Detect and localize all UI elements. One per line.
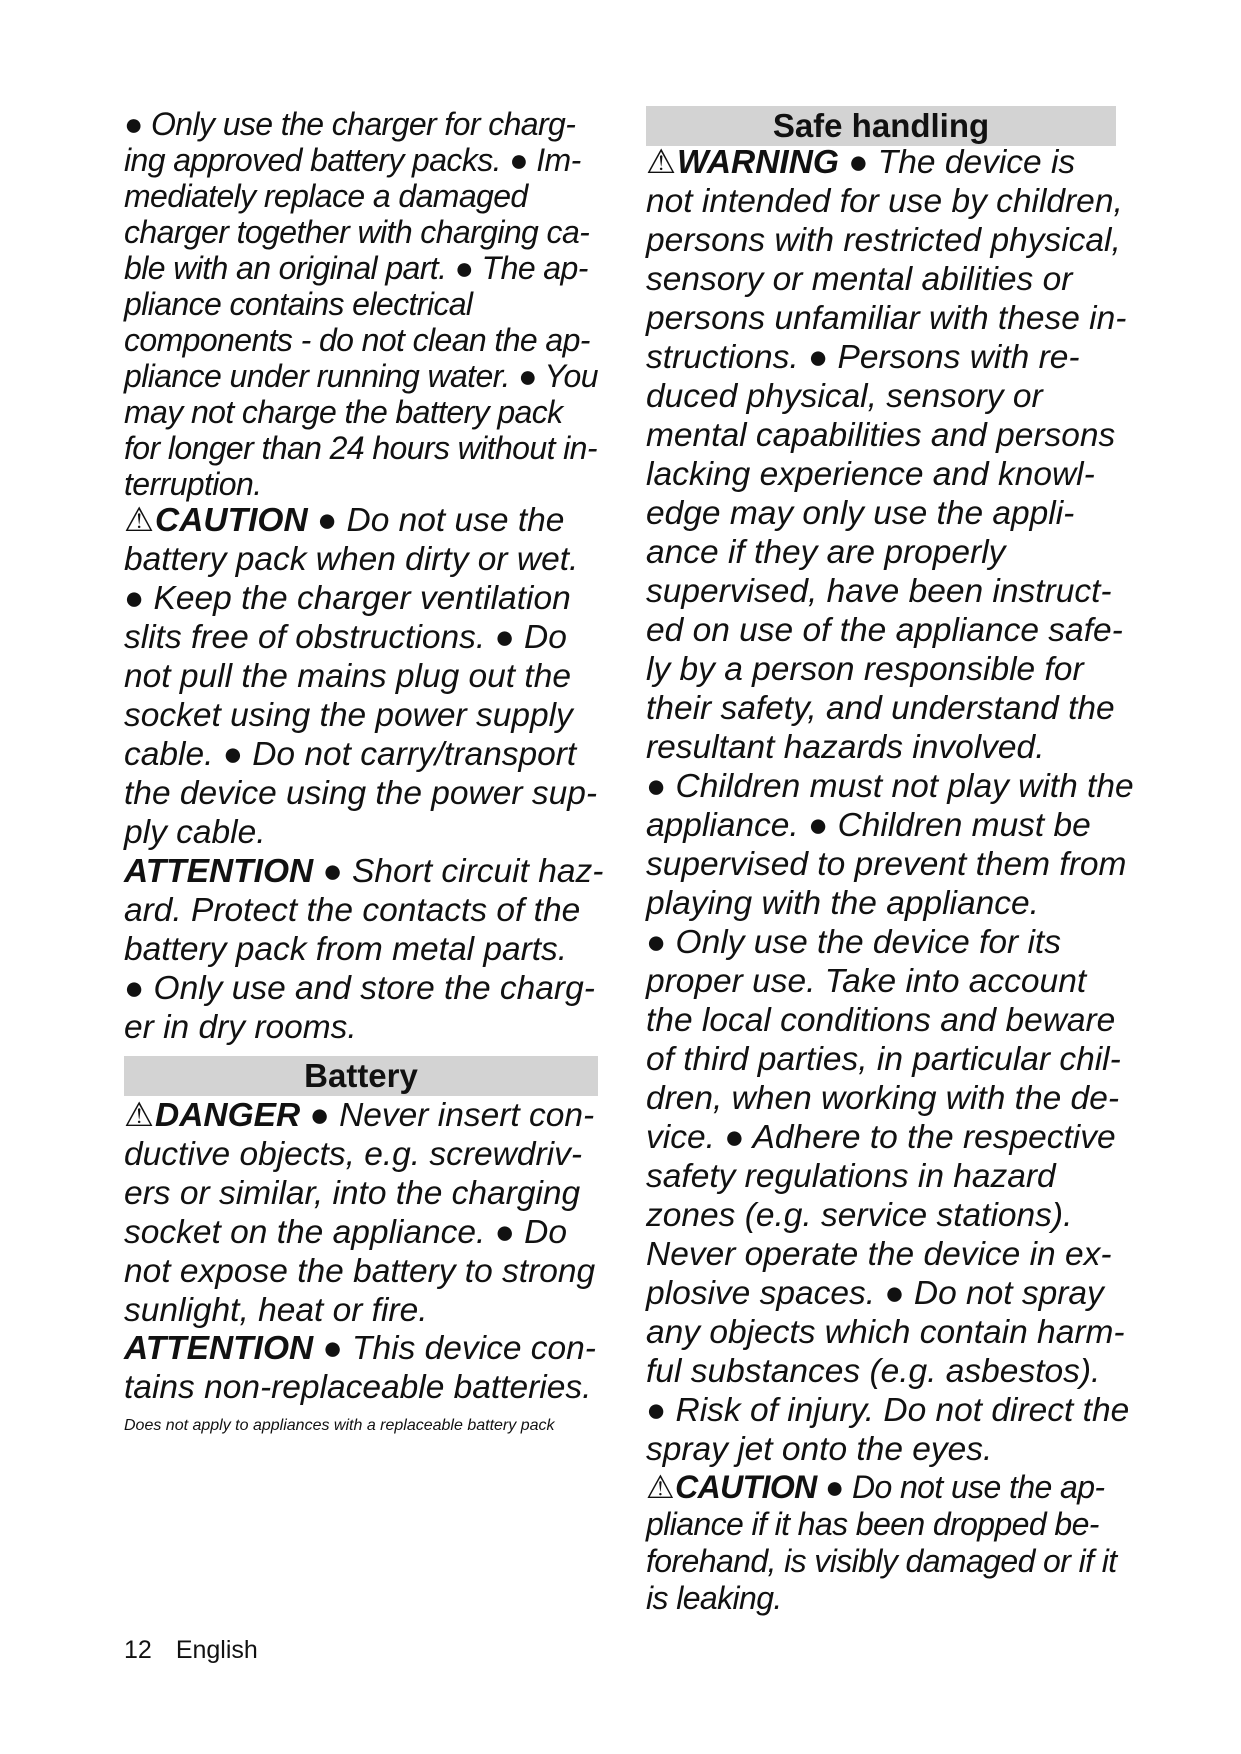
- text-line: Never operate the device in ex-: [646, 1236, 1112, 1273]
- text-line: ● Keep the charger ventilation: [124, 580, 571, 617]
- text-line: ing approved battery packs. ● Im-: [124, 142, 581, 178]
- text-line: mediately replace a damaged: [124, 178, 528, 214]
- text-line: safety regulations in hazard: [646, 1158, 1056, 1195]
- text-line: ductive objects, e.g. screwdriv-: [124, 1136, 583, 1173]
- text-line: supervised to prevent them from: [646, 846, 1127, 883]
- text-line: persons with restricted physical,: [646, 222, 1121, 259]
- text-line: edge may only use the appli-: [646, 495, 1075, 532]
- danger-label: DANGER: [155, 1097, 301, 1134]
- text-line: ance if they are properly: [646, 534, 1006, 571]
- text-line: the device using the power sup-: [124, 775, 598, 812]
- text-line: not pull the mains plug out the: [124, 658, 571, 695]
- text-line: battery pack from metal parts.: [124, 931, 568, 968]
- text-line: ly by a person responsible for: [646, 651, 1084, 688]
- text-line: structions. ● Persons with re-: [646, 339, 1080, 376]
- text-line: ● Only use the charger for charg-: [124, 106, 576, 142]
- text-line: of third parties, in particular chil-: [646, 1041, 1121, 1078]
- warning-label: WARNING: [677, 144, 839, 181]
- text-line: ply cable.: [124, 814, 266, 851]
- warning-text: ● The device is: [838, 144, 1076, 181]
- danger-text: ● Never insert con-: [300, 1097, 595, 1134]
- text-line: ● Only use and store the charg-: [124, 970, 595, 1007]
- text-line: battery pack when dirty or wet.: [124, 541, 579, 578]
- text-line: forehand, is visibly damaged or if it: [646, 1543, 1117, 1579]
- caution-text: ● Do not use the: [307, 502, 565, 539]
- text-line: persons unfamiliar with these in-: [646, 300, 1127, 337]
- page-footer: [124, 1636, 282, 1665]
- attention-text: ● Short circuit haz-: [313, 853, 604, 890]
- text-line: sensory or mental abilities or: [646, 261, 1073, 298]
- text-line: ard. Protect the contacts of the: [124, 892, 581, 929]
- text-line: ers or similar, into the charging: [124, 1175, 581, 1212]
- text-line: zones (e.g. service stations).: [646, 1197, 1073, 1234]
- warning-triangle-icon: ⚠: [124, 502, 155, 539]
- attention-label: ATTENTION: [124, 1330, 314, 1367]
- safe-handling-heading: Safe handling: [646, 106, 1116, 146]
- text-line: not expose the battery to strong: [124, 1253, 596, 1290]
- text-line: ● Risk of injury. Do not direct the: [646, 1392, 1130, 1429]
- text-line: dren, when working with the de-: [646, 1080, 1119, 1117]
- caution-line: [646, 1468, 1104, 1506]
- battery-heading: Battery: [124, 1056, 598, 1096]
- warning-triangle-icon: ⚠: [124, 1097, 155, 1134]
- caution-text: ● Do not use the ap-: [816, 1469, 1105, 1505]
- text-line: lacking experience and knowl-: [646, 456, 1095, 493]
- page-language: English: [175, 1636, 258, 1664]
- attention-line: [124, 1330, 596, 1368]
- attention-line: [124, 853, 603, 891]
- text-line: is leaking.: [646, 1580, 782, 1616]
- text-line: any objects which contain harm-: [646, 1314, 1125, 1351]
- text-line: charger together with charging ca-: [124, 214, 590, 250]
- text-line: supervised, have been instruct-: [646, 573, 1112, 610]
- text-line: tains non-replaceable batteries.: [124, 1369, 592, 1406]
- text-line: plosive spaces. ● Do not spray: [646, 1275, 1104, 1312]
- attention-label: ATTENTION: [124, 853, 314, 890]
- text-line: ful substances (e.g. asbestos).: [646, 1353, 1101, 1390]
- text-line: er in dry rooms.: [124, 1009, 357, 1046]
- text-line: may not charge the battery pack: [124, 394, 563, 430]
- text-line: sunlight, heat or fire.: [124, 1292, 428, 1329]
- footnote: Does not apply to appliances with a replaceable battery pack: [124, 1417, 555, 1434]
- text-line: pliance under running water. ● You: [124, 358, 598, 394]
- text-line: ble with an original part. ● The ap-: [124, 250, 588, 286]
- text-line: appliance. ● Children must be: [646, 807, 1091, 844]
- text-line: pliance contains electrical: [124, 286, 473, 322]
- text-line: their safety, and understand the: [646, 690, 1115, 727]
- text-line: spray jet onto the eyes.: [646, 1431, 993, 1468]
- text-line: not intended for use by children,: [646, 183, 1123, 220]
- danger-line: [124, 1097, 594, 1135]
- page-number: 12: [124, 1636, 152, 1664]
- text-line: duced physical, sensory or: [646, 378, 1043, 415]
- text-line: mental capabilities and persons: [646, 417, 1116, 454]
- warning-line: [646, 144, 1075, 182]
- warning-triangle-icon: ⚠: [646, 1469, 675, 1505]
- text-line: playing with the appliance.: [646, 885, 1039, 922]
- caution-label: CAUTION: [155, 502, 308, 539]
- text-line: vice. ● Adhere to the respective: [646, 1119, 1116, 1156]
- text-line: pliance if it has been dropped be-: [646, 1506, 1099, 1542]
- text-line: the local conditions and beware: [646, 1002, 1116, 1039]
- attention-text: ● This device con-: [313, 1330, 596, 1367]
- caution-label: CAUTION: [675, 1469, 817, 1505]
- caution-line: [124, 502, 564, 540]
- text-line: socket on the appliance. ● Do: [124, 1214, 567, 1251]
- text-line: for longer than 24 hours without in-: [124, 430, 597, 466]
- text-line: ed on use of the appliance safe-: [646, 612, 1123, 649]
- text-line: components - do not clean the ap-: [124, 322, 590, 358]
- text-line: resultant hazards involved.: [646, 729, 1045, 766]
- text-line: cable. ● Do not carry/transport: [124, 736, 577, 773]
- text-line: socket using the power supply: [124, 697, 573, 734]
- text-line: proper use. Take into account: [646, 963, 1087, 1000]
- text-line: terruption.: [124, 466, 262, 502]
- text-line: slits free of obstructions. ● Do: [124, 619, 567, 656]
- text-line: ● Children must not play with the: [646, 768, 1134, 805]
- warning-triangle-icon: ⚠: [646, 144, 677, 181]
- text-line: ● Only use the device for its: [646, 924, 1061, 961]
